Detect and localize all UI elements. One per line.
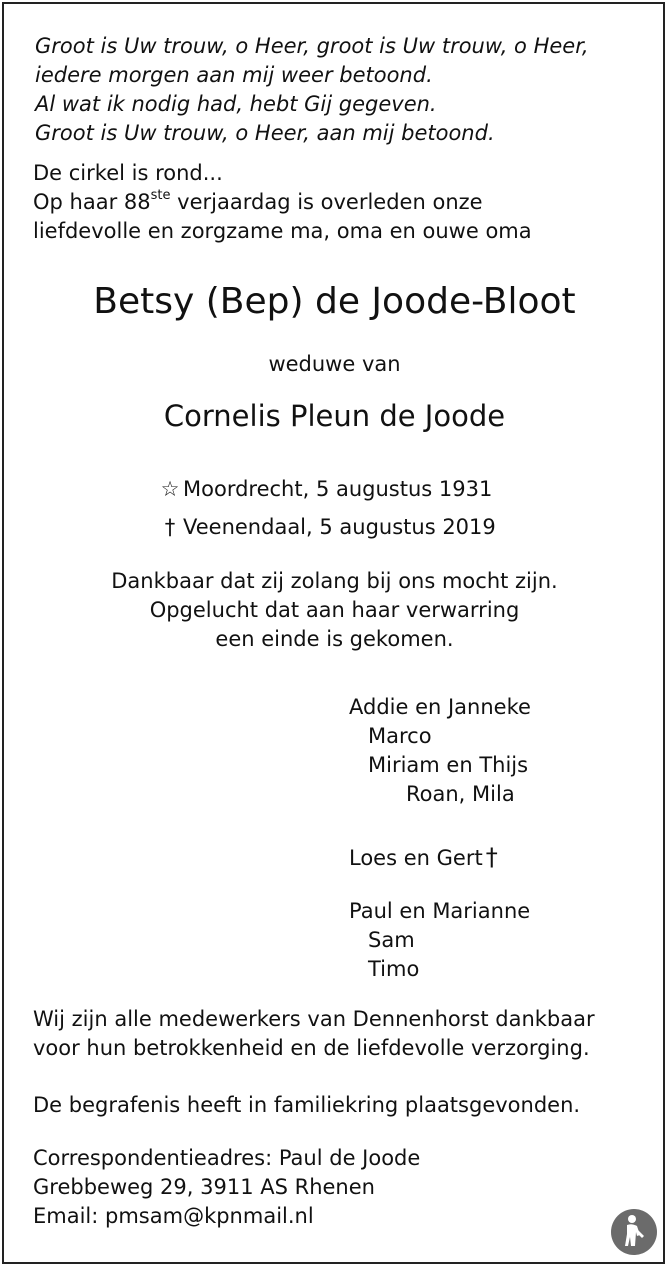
family-member: Addie en Janneke [349, 695, 531, 719]
birth-line: ☆ Moordrecht, 5 augustus 1931 [157, 475, 492, 504]
family-member: Marco [368, 724, 432, 748]
spouse-name: Cornelis Pleun de Joode [163, 399, 506, 433]
correspondence-line: Grebbeweg 29, 3911 AS Rhenen [33, 1175, 375, 1199]
gratitude-line: Opgelucht dat aan haar verwarring [149, 598, 520, 622]
poem-line: Groot is Uw trouw, o Heer, groot is Uw trouw, o Heer, [35, 34, 589, 58]
family-member: Sam [368, 928, 415, 952]
family-member: Loes en Gert † [349, 843, 498, 871]
correspondence-email: Email: pmsam@kpnmail.nl [33, 1204, 314, 1228]
poem-line: Al wat ik nodig had, hebt Gij gegeven. [35, 92, 437, 116]
cross-icon: † [164, 515, 176, 539]
thanks-line: Wij zijn alle medewerkers van Dennenhorst dankbaar [33, 1007, 595, 1031]
ordinal-superscript: ste [150, 188, 171, 203]
gratitude-line: Dankbaar dat zij zolang bij ons mocht zijn. [111, 569, 558, 593]
gratitude-line: een einde is gekomen. [215, 627, 454, 651]
family-member: Miriam en Thijs [368, 753, 529, 777]
deceased-name: Betsy (Bep) de Joode-Bloot [93, 281, 576, 322]
death-line: † Veenendaal, 5 augustus 2019 [157, 513, 496, 542]
funeral-note: De begrafenis heeft in familiekring plaatsgevonden. [33, 1093, 581, 1117]
correspondence-line: Correspondentieadres: Paul de Joode [33, 1146, 421, 1170]
cross-icon: † [485, 843, 498, 871]
memorial-figure-icon [610, 1208, 658, 1256]
family-member: Timo [368, 957, 420, 981]
poem-line: Groot is Uw trouw, o Heer, aan mij betoond. [35, 121, 495, 145]
thanks-line: voor hun betrokkenheid en de liefdevolle verzorging. [33, 1036, 590, 1060]
widow-of-label: weduwe van [268, 352, 401, 376]
poem-line: iedere morgen aan mij weer betoond. [35, 63, 433, 87]
family-member: Roan, Mila [406, 782, 515, 806]
star-icon: ☆ [160, 477, 180, 501]
family-member: Paul en Marianne [349, 899, 531, 923]
intro-line-1: De cirkel is rond... [33, 161, 223, 185]
intro-line-3: liefdevolle en zorgzame ma, oma en ouwe oma [33, 219, 532, 243]
intro-line-2: Op haar 88ste verjaardag is overleden onze [33, 188, 483, 214]
